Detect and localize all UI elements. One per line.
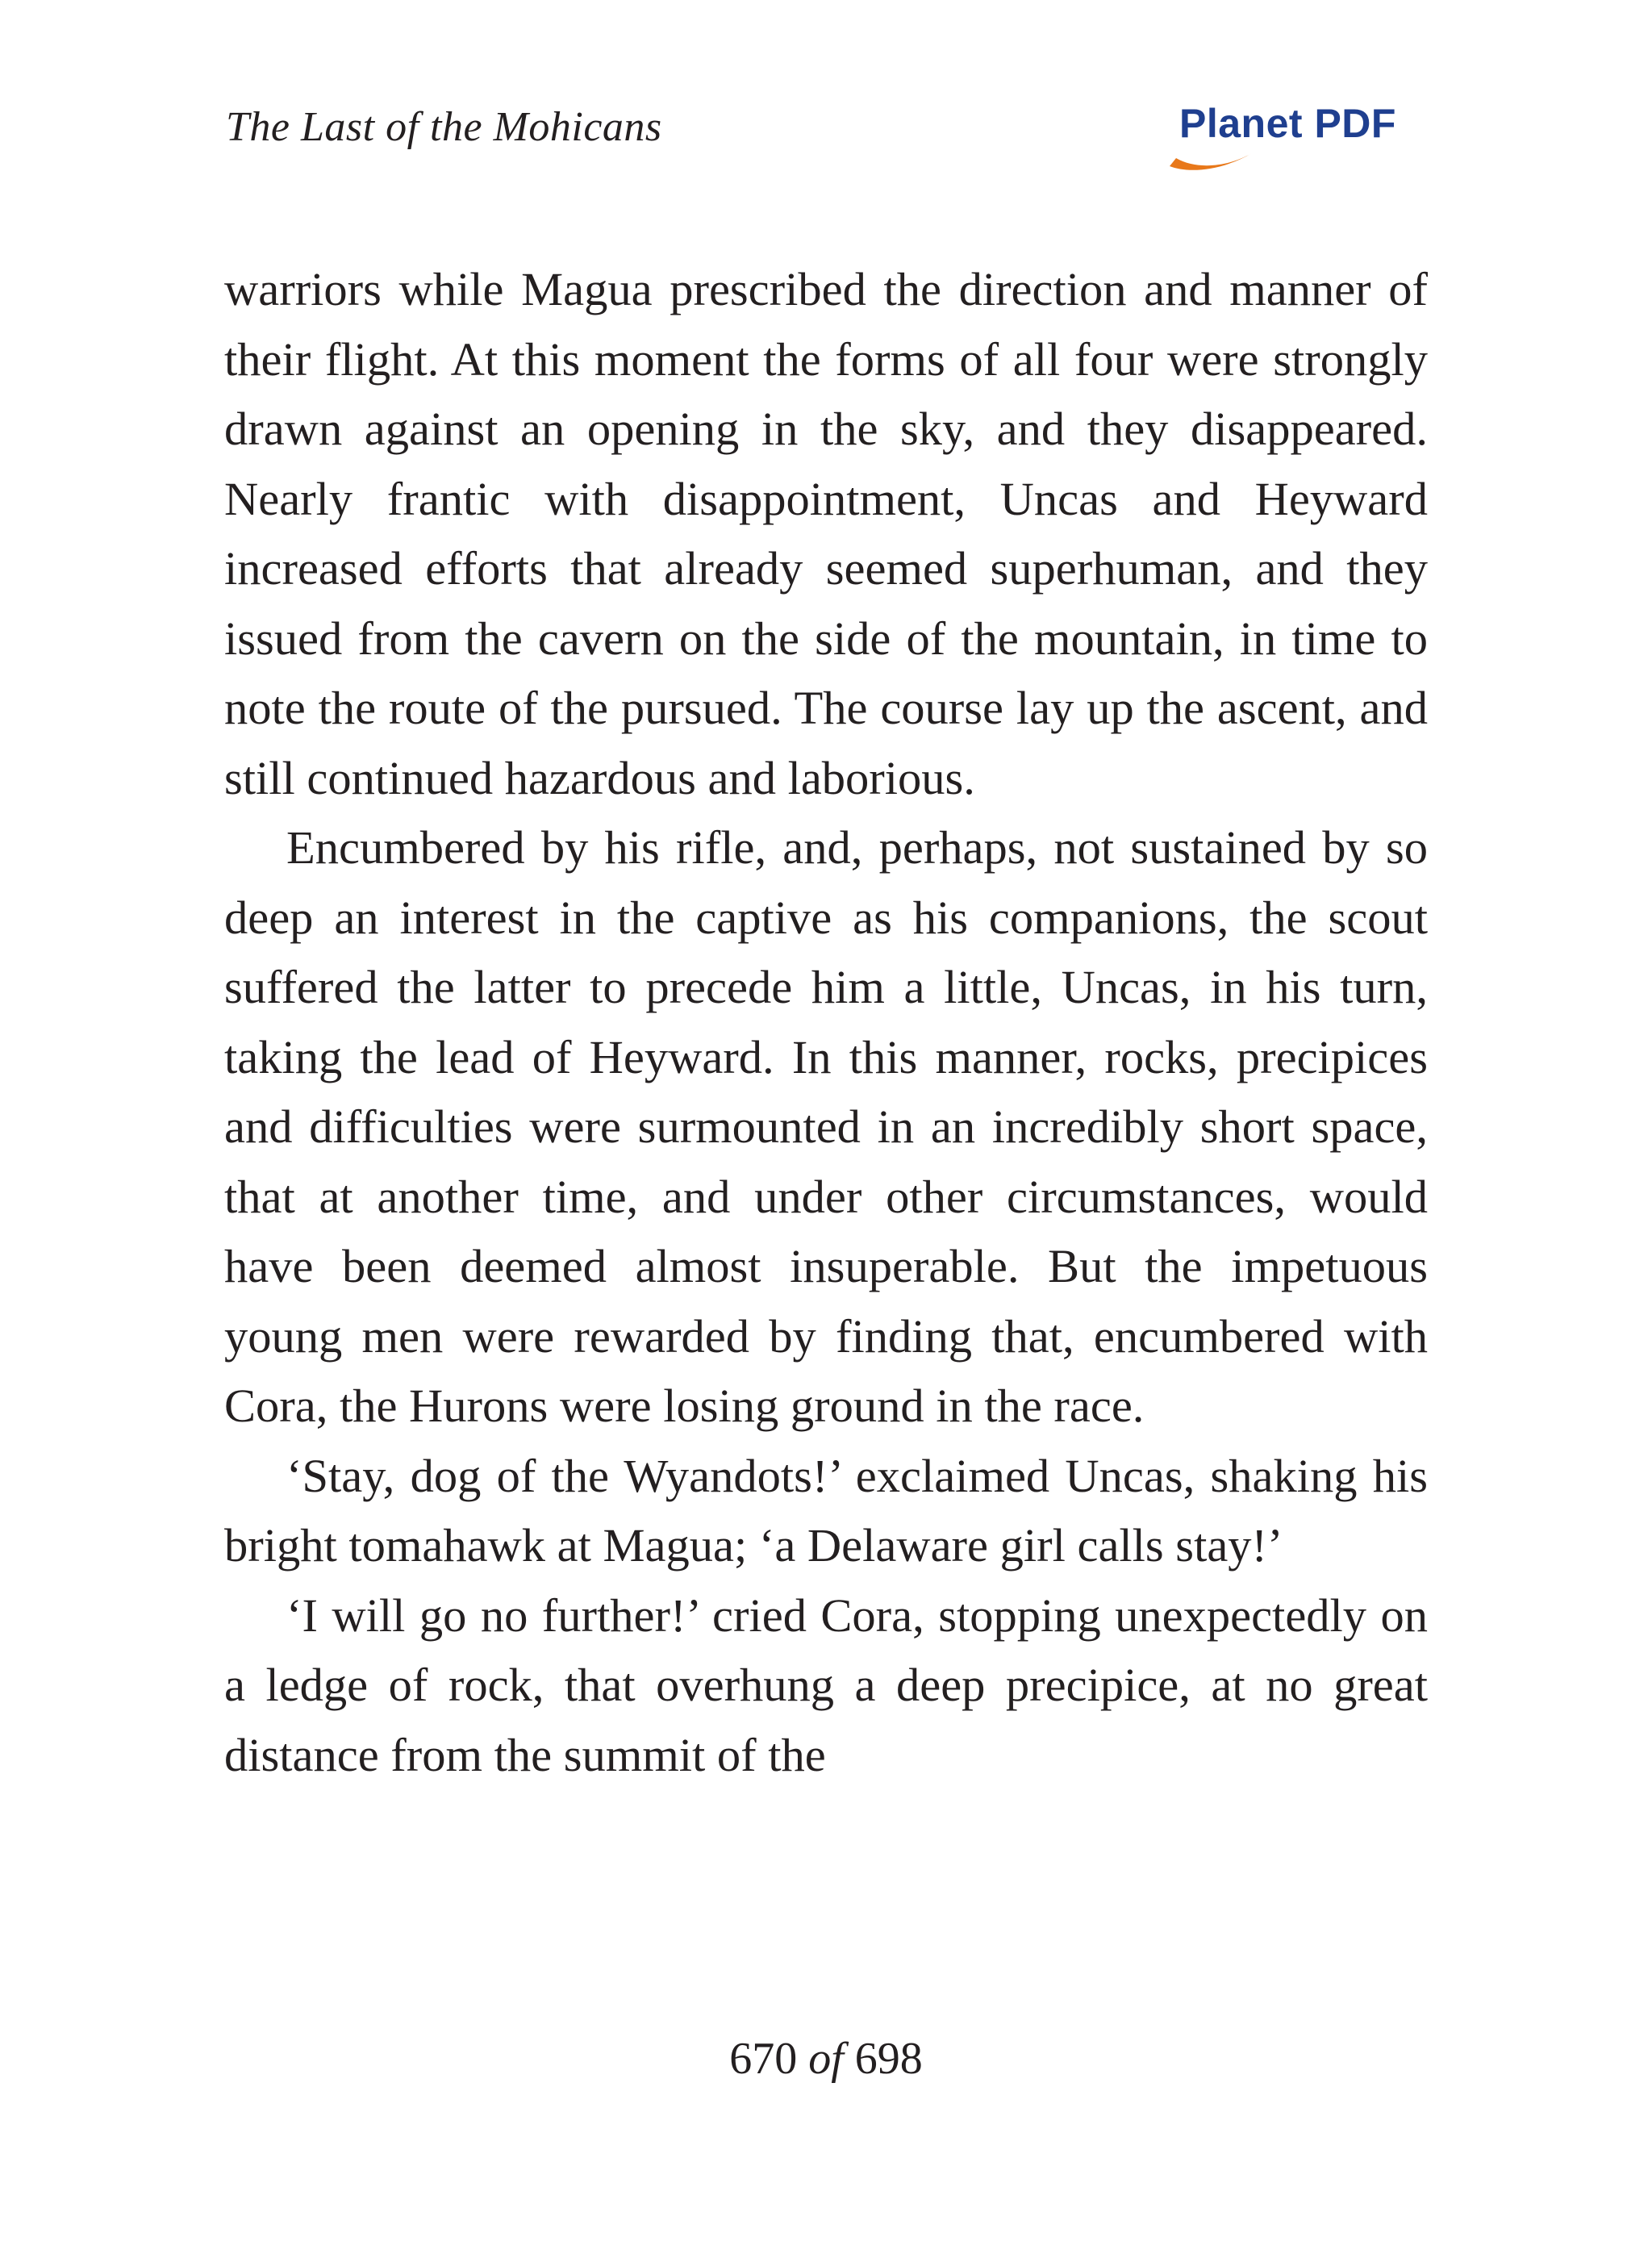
total-pages-number: 698 (854, 2034, 923, 2084)
running-header-title: The Last of the Mohicans (226, 104, 662, 150)
paragraph: Encumbered by his rifle, and, perhaps, not sustained by so deep an interest in the captive as his companions, the scout suffered the latter to precede him a little, Uncas, in his turn, taking the lead of Heyward. In this manner, rocks, precipices and difficulties were surmounted in an incredibly short space, that at another time, and under other circumstances, would have been deemed almost insuperable. But the impetuous young men were rewarded by finding that, encumbered with Cora, the Hurons were losing ground in the race. (224, 821, 1428, 1432)
paragraph: ‘Stay, dog of the Wyandots!’ exclaimed Uncas, shaking his bright tomahawk at Magua; ‘a Delaware girl calls stay!’ (224, 1449, 1428, 1572)
current-page-number: 670 (729, 2034, 798, 2084)
body-text (224, 255, 1428, 1790)
logo-text: Planet PDF (1179, 101, 1396, 146)
of-word: of (808, 2034, 844, 2084)
paragraph: ‘I will go no further!’ cried Cora, stopping unexpectedly on a ledge of rock, that overhung a deep precipice, at no great distance from the summit of the (224, 1588, 1428, 1781)
paragraph: warriors while Magua prescribed the direction and manner of their flight. At this moment the forms of all four were strongly drawn against an opening in the sky, and they disappeared. Nearly frantic with disappointment, Uncas and Heyward increased efforts that already seemed superhuman, and they issued from the cavern on the side of the mountain, in time to note the route of the pursued. The course lay up the ascent, and still continued hazardous and laborious. (224, 263, 1428, 804)
page-number-footer (0, 2033, 1652, 2085)
planet-pdf-logo (1162, 97, 1436, 169)
